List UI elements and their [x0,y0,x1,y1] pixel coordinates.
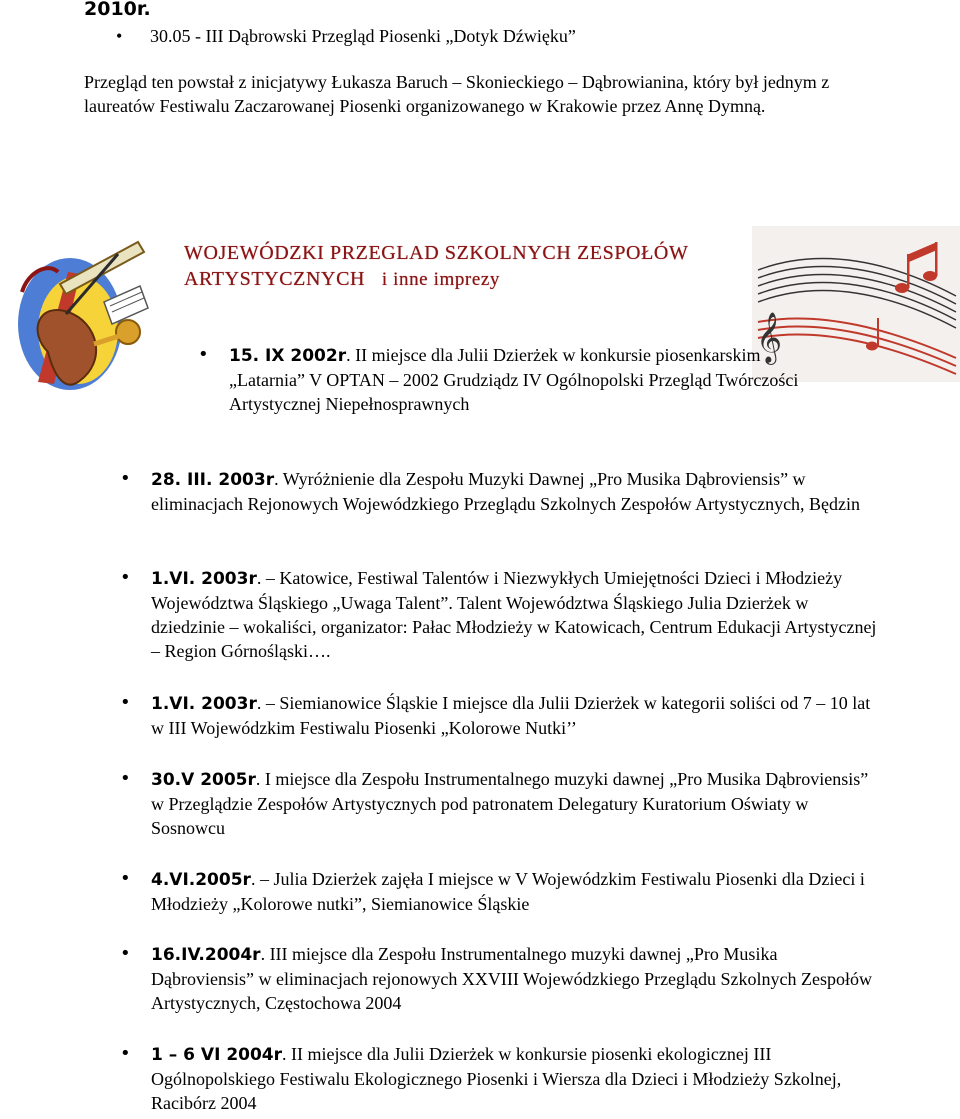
bullet: • [120,768,131,789]
svg-text:𝄞: 𝄞 [756,312,783,363]
bullet: • [116,26,123,46]
instruments-clipart-icon [8,232,158,402]
entry-text: . III miejsce dla Zespołu Instrumentalnego muzyki dawnej „Pro Musika Dąbroviensis” w eliminacjach rejonowych XXVIII Wojewódzkiego Przeglądu Szkolnych Zespołów Artystycznych, Częstochowa 2004 [151,944,873,1013]
bullet: • [120,1043,131,1064]
section-heading-line2: ARTYSTYCZNYCH [184,268,366,290]
year-heading: 2010r. [84,0,151,20]
list-item [120,767,880,840]
entry-date: 16.IV.2004r [151,945,261,965]
entry-date: 4.VI.2005r [151,870,251,890]
entry-text: . II miejsce dla Julii Dzierżek w konkursie piosenkarskim „Latarnia” V OPTAN – 2002 Grudziądz IV Ogólnopolski Przegląd Twórczości Artystycznej Niepełnosprawnych [229,345,799,414]
entry-date: 28. III. 2003r [151,470,275,490]
entry-date: 30.V 2005r [151,770,256,790]
list-item [120,467,880,516]
entry-date: 1 – 6 VI 2004r [151,1045,283,1065]
entry-text: . Wyróżnienie dla Zespołu Muzyki Dawnej „Pro Musika Dąbroviensis” w eliminacjach Rejonowych Wojewódzkiego Przeglądu Szkolnych Zespołów Artystycznych, Będzin [151,469,861,514]
list-item-text: 30.05 - III Dąbrowski Przegląd Piosenki „Dotyk Dźwięku” [150,26,576,46]
entry-date: 15. IX 2002r [229,346,347,366]
entry-text: . I miejsce dla Zespołu Instrumentalnego muzyki dawnej „Pro Musika Dąbroviensis” w Przeglądzie Zespołów Artystycznych pod patronatem Delegatury Kuratorium Oświaty w Sosnowcu [151,769,869,838]
bullet: • [120,468,131,489]
list-item [120,867,880,916]
entry-date: 1.VI. 2003r [151,569,257,589]
list-item [120,691,880,740]
bullet: • [120,692,131,713]
list-item [120,942,880,1015]
entry-text: . – Katowice, Festiwal Talentów i Niezwykłych Umiejętności Dzieci i Młodzieży Województwa Śląskiego „Uwaga Talent”. Talent Województwa Śląskiego Julia Dzierżek w dziedzinie – wokaliści, organizator: Pałac Młodzieży w Katowicach, Centrum Edukacji Artystycznej – Region Górnośląski…. [151,568,877,661]
bullet: • [120,868,131,889]
entry-text: . – Siemianowice Śląskie I miejsce dla Julii Dzierżek w kategorii soliści od 7 – 10 lat w III Wojewódzkim Festiwalu Piosenki „Kolorowe Nutki’’ [151,693,871,738]
bullet: • [120,567,131,588]
section-heading [184,240,744,293]
list-item [120,566,880,663]
bullet: • [198,344,209,365]
list-item [120,1042,880,1115]
bullet: • [120,943,131,964]
entry-text: . – Julia Dzierżek zajęła I miejsce w V Wojewódzkim Festiwalu Piosenki dla Dzieci i Młodzieży „Kolorowe nutki”, Siemianowice Śląskie [151,869,865,914]
intro-paragraph: Przegląd ten powstał z inicjatywy Łukasza Baruch – Skonieckiego – Dąbrowianina, który był jednym z laureatów Festiwalu Zaczarowanej Piosenki organizowanego w Krakowie przez Annę Dymną. [84,72,830,116]
entry-text: . II miejsce dla Julii Dzierżek w konkursie piosenki ekologicznej III Ogólnopolskiego Festiwalu Ekologicznego Piosenki i Wiersza dla Dzieci i Młodzieży Szkolnej, Racibórz 2004 [151,1044,842,1113]
entry-date: 1.VI. 2003r [151,694,257,714]
section-heading-line1: WOJEWÓDZKI PRZEGLAD SZKOLNYCH ZESPOŁÓW [184,242,689,264]
list-item [198,343,818,416]
section-heading-suffix: i inne imprezy [381,269,501,290]
